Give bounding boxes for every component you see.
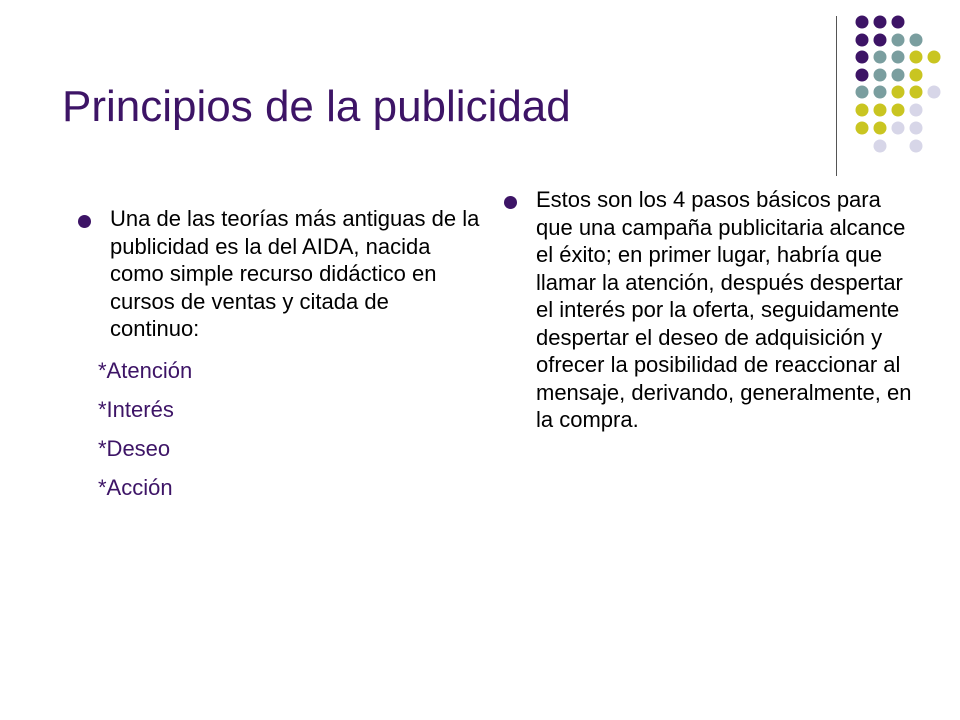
decor-dot (856, 34, 869, 47)
decor-dot (910, 104, 923, 117)
decor-dot (856, 104, 869, 117)
bullet-item (498, 186, 913, 434)
decor-dot (892, 51, 905, 64)
decor-dot (892, 86, 905, 99)
decor-dot (874, 140, 887, 153)
decor-dot (910, 51, 923, 64)
right-bullet-text: Estos son los 4 pasos básicos para que una campaña publicitaria alcance el éxito; en primer lugar, habría que llamar la atención, después despertar el interés por la oferta, seguidamente despertar el deseo de adquisición y ofrecer la posibilidad de reaccionar al mensaje, derivando, generalmente, en la compra. (536, 187, 912, 432)
decor-dot (856, 69, 869, 82)
decor-dot (892, 34, 905, 47)
decor-dot (928, 86, 941, 99)
title-divider-line (836, 16, 837, 176)
decor-dot (856, 122, 869, 135)
decor-dot (874, 51, 887, 64)
aida-item: *Atención (98, 357, 193, 383)
decor-dot (892, 104, 905, 117)
decor-dot (910, 140, 923, 153)
decor-dot (910, 34, 923, 47)
decor-dot (874, 34, 887, 47)
decor-dot (874, 86, 887, 99)
decor-dot (874, 122, 887, 135)
decor-dot (892, 16, 905, 29)
right-column (498, 186, 913, 434)
left-bullet-text: Una de las teorías más antiguas de la publicidad es la del AIDA, nacida como simple recurso didáctico en cursos de ventas y citada de continuo: (110, 206, 480, 341)
aida-item: *Acción (98, 474, 173, 500)
left-column (72, 205, 482, 507)
bullet-dot-icon (504, 196, 517, 209)
decor-dot (874, 104, 887, 117)
decor-dot (874, 16, 887, 29)
decor-dot (910, 122, 923, 135)
aida-list (98, 351, 482, 507)
decor-dot (874, 69, 887, 82)
decor-dot (910, 69, 923, 82)
decor-dot (856, 86, 869, 99)
aida-item: *Deseo (98, 435, 171, 461)
aida-item: *Interés (98, 396, 174, 422)
decor-dot (910, 86, 923, 99)
bullet-item (72, 205, 482, 343)
decor-dot (928, 51, 941, 64)
decor-dot (892, 122, 905, 135)
decor-dot (856, 16, 869, 29)
decor-dot (856, 51, 869, 64)
bullet-dot-icon (78, 215, 91, 228)
slide-title: Principios de la publicidad (62, 82, 571, 131)
decor-dot (892, 69, 905, 82)
